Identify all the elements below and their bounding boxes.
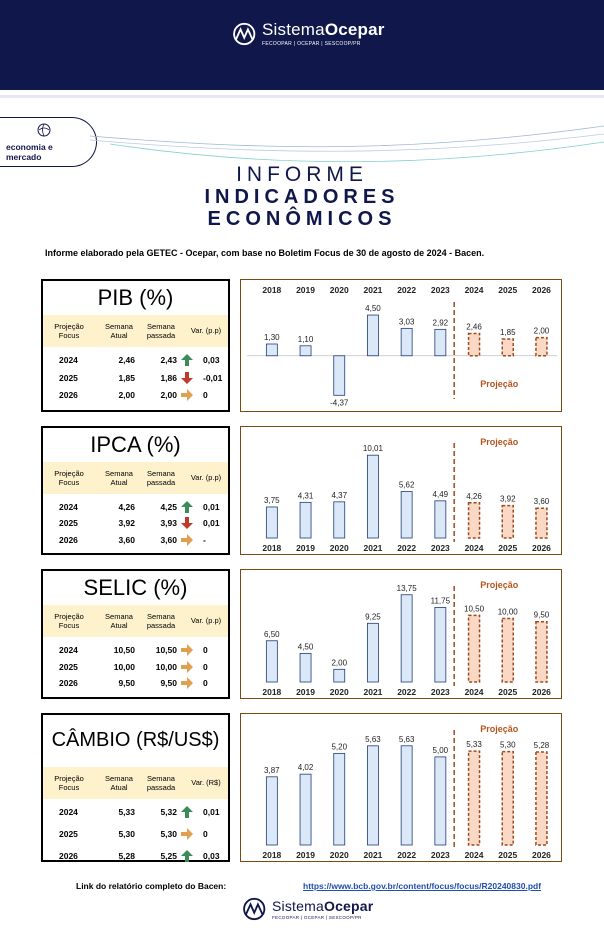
row-previous: 5,25 [160, 851, 177, 861]
row-current: 2,00 [118, 390, 135, 401]
year-tick-label: 2024 [464, 285, 484, 295]
bar [300, 346, 311, 356]
projected-bar [502, 752, 513, 845]
header-cell [141, 469, 181, 487]
projection-label: Projeção [480, 437, 519, 447]
table-row [43, 390, 228, 404]
year-tick-label: 2021 [363, 850, 383, 860]
arrow-right-icon [181, 661, 193, 673]
header-cell-var: Var. (p.p) [190, 616, 222, 625]
data-label: 10,00 [497, 607, 518, 617]
row-current: 10,50 [113, 645, 135, 655]
header-line: Focus [58, 478, 80, 487]
header-line: Semana [147, 469, 175, 478]
header-cell [141, 774, 181, 792]
year-tick-label: 2025 [498, 543, 518, 553]
table-row [43, 829, 228, 843]
footer-link-label: Link do relatório completo do Bacen: [76, 881, 227, 891]
header-line: Semana [105, 322, 133, 331]
report-title-line1: INFORME [236, 163, 368, 186]
year-tick-label: 2018 [262, 543, 282, 553]
row-variation: 0,01 [203, 502, 220, 512]
bar [266, 641, 277, 682]
data-label: 5,00 [432, 745, 449, 755]
row-current: 10,00 [113, 661, 135, 672]
row-current: 3,92 [118, 518, 135, 529]
arrow-right-icon [181, 828, 193, 840]
row-year: 2026 [59, 534, 78, 545]
table-row [43, 678, 228, 692]
data-label: 11,75 [430, 596, 451, 606]
arrow-right-icon [181, 644, 193, 656]
data-label: 13,75 [396, 583, 417, 593]
header-cell [45, 322, 93, 340]
data-label: 3,60 [533, 497, 550, 507]
arrow-up-icon [181, 806, 193, 818]
row-year: 2025 [59, 829, 78, 839]
data-label: 9,50 [533, 610, 550, 620]
header-cell [97, 612, 141, 630]
header-cell-var: Var. (R$) [191, 778, 221, 787]
year-tick-label: 2020 [329, 543, 349, 553]
row-variation: 0 [203, 390, 208, 401]
row-variation: 0 [203, 645, 208, 655]
bar [401, 328, 412, 355]
row-variation: 0,01 [203, 807, 220, 817]
table-row [43, 518, 228, 532]
header-line: Projeção [54, 774, 84, 783]
data-label: 5,28 [533, 740, 550, 750]
arrow-down-icon [181, 372, 193, 384]
projected-bar [536, 508, 547, 538]
divider [0, 95, 604, 98]
projected-bar [536, 752, 547, 845]
row-variation: 0,03 [203, 851, 220, 861]
data-label: -4,37 [330, 398, 349, 408]
header-line: passada [146, 331, 176, 340]
table-row [43, 662, 228, 676]
bar [367, 455, 378, 538]
header-cell [45, 469, 93, 487]
ocepar-logo-icon [242, 897, 272, 921]
pib-table-header [43, 315, 228, 347]
data-label: 4,50 [297, 642, 314, 652]
header-cell [141, 322, 181, 340]
tag-label: economia e mercado [6, 142, 53, 162]
arrow-right-icon [181, 677, 193, 689]
data-label: 2,00 [533, 326, 550, 336]
row-previous: 2,43 [160, 355, 177, 365]
pib-chart-svg [241, 280, 563, 413]
year-tick-label: 2018 [262, 850, 282, 860]
selic-title: SELIC (%) [83, 575, 188, 600]
header-cell [45, 774, 93, 792]
data-label: 4,50 [365, 304, 381, 314]
row-year: 2026 [59, 851, 78, 861]
header-cell [97, 774, 141, 792]
bacen-report-link[interactable]: https://www.bcb.gov.br/content/focus/focus/R20240830.pdf [303, 881, 542, 891]
year-tick-label: 2020 [329, 285, 349, 295]
projected-bar [469, 615, 480, 682]
year-tick-label: 2018 [262, 687, 282, 697]
header-line: Atual [110, 783, 128, 792]
bar [435, 501, 446, 538]
year-tick-label: 2019 [296, 285, 316, 295]
bar [401, 746, 412, 845]
year-tick-label: 2019 [296, 687, 316, 697]
header-cell [97, 469, 141, 487]
year-tick-label: 2019 [296, 850, 316, 860]
selic-chart-svg [241, 570, 563, 700]
table-row [43, 355, 228, 369]
year-tick-label: 2019 [296, 543, 316, 553]
row-variation: 0 [203, 829, 208, 839]
data-label: 5,33 [466, 740, 482, 750]
data-label: 3,92 [499, 494, 516, 504]
row-year: 2024 [59, 645, 78, 655]
cambio-chart [240, 713, 562, 862]
footer-logo-subtitle: FECOOPAR | OCEPAR | SESCOOP/PR [272, 915, 362, 920]
pib-chart [240, 279, 562, 412]
row-previous: 1,86 [160, 372, 177, 383]
row-current: 4,26 [118, 502, 135, 512]
bar [367, 315, 378, 356]
selic-table-header [43, 605, 228, 637]
logo-brand: SistemaOcepar [262, 20, 385, 39]
year-tick-label: 2021 [363, 543, 383, 553]
bar [367, 746, 378, 845]
data-label: 4,26 [466, 491, 482, 501]
bar [334, 502, 345, 538]
row-current: 1,85 [118, 372, 135, 383]
data-label: 3,03 [398, 317, 415, 327]
header-cell [97, 322, 141, 340]
data-label: 1,10 [297, 334, 314, 344]
year-tick-label: 2022 [397, 687, 417, 697]
year-tick-label: 2024 [464, 687, 484, 697]
data-label: 5,63 [398, 734, 415, 744]
projection-label: Projeção [480, 724, 519, 734]
table-row [43, 851, 228, 865]
bar [266, 777, 277, 845]
data-label: 2,00 [331, 658, 348, 668]
data-label: 2,46 [466, 322, 482, 332]
data-label: 1,85 [499, 328, 516, 338]
ipca-title: IPCA (%) [90, 432, 181, 457]
bar [367, 623, 378, 682]
row-year: 2024 [59, 355, 78, 365]
data-label: 4,49 [432, 489, 449, 499]
year-tick-label: 2020 [329, 687, 349, 697]
table-row [43, 373, 228, 387]
header-line: Projeção [54, 322, 84, 331]
header-cell-var: Var. (p.p) [190, 473, 222, 482]
header-line: Focus [58, 783, 80, 792]
ipca-table-header [43, 462, 228, 494]
year-tick-label: 2025 [498, 285, 518, 295]
year-tick-label: 2018 [262, 285, 282, 295]
bar [401, 595, 412, 682]
cambio-chart-svg [241, 714, 563, 863]
intro-text: Informe elaborado pela GETEC - Ocepar, com base no Boletim Focus de 30 de agosto de 2024 - Bacen. [45, 248, 485, 258]
table-row [43, 645, 228, 659]
projected-bar [469, 503, 480, 538]
year-tick-label: 2021 [363, 687, 383, 697]
bar [266, 507, 277, 538]
row-variation: 0,01 [203, 518, 220, 529]
globe-hand-icon [36, 122, 54, 138]
row-variation: - [203, 534, 206, 545]
data-label: 5,30 [499, 740, 516, 750]
table-row [43, 502, 228, 516]
projected-bar [502, 506, 513, 538]
header-line: Semana [147, 774, 175, 783]
bar [334, 669, 345, 682]
data-label: 10,50 [464, 604, 485, 614]
year-tick-label: 2023 [430, 687, 450, 697]
footer-logo-brand: SistemaOcepar [272, 898, 374, 914]
header-line: Semana [105, 469, 133, 478]
bar [435, 757, 446, 845]
data-label: 6,50 [264, 629, 280, 639]
pib-title: PIB (%) [97, 285, 174, 310]
row-year: 2026 [59, 678, 78, 689]
row-previous: 3,60 [160, 534, 177, 545]
row-previous: 9,50 [160, 678, 177, 689]
selic-table [41, 569, 230, 699]
ipca-chart-svg [241, 427, 563, 556]
bar [435, 329, 446, 355]
year-tick-label: 2026 [531, 285, 551, 295]
row-previous: 2,00 [160, 390, 177, 401]
data-label: 2,92 [432, 318, 449, 328]
header-cell [141, 612, 181, 630]
row-current: 2,46 [118, 355, 135, 365]
header-line: Atual [110, 478, 128, 487]
header-line: Semana [105, 774, 133, 783]
data-label: 5,20 [331, 742, 348, 752]
arrow-right-icon [181, 534, 193, 546]
projected-bar [469, 334, 480, 356]
header-line: Projeção [54, 469, 84, 478]
ocepar-logo-icon [232, 22, 262, 46]
projected-bar [469, 751, 480, 845]
bar [435, 607, 446, 682]
year-tick-label: 2025 [498, 687, 518, 697]
year-tick-label: 2023 [430, 543, 450, 553]
header-line: Atual [110, 331, 128, 340]
row-previous: 10,00 [155, 661, 177, 672]
header-line: Semana [147, 612, 175, 621]
row-previous: 4,25 [160, 502, 177, 512]
data-label: 4,37 [331, 490, 348, 500]
header-line: passada [146, 621, 176, 630]
year-tick-label: 2023 [430, 850, 450, 860]
table-row [43, 807, 228, 821]
year-tick-label: 2020 [329, 850, 349, 860]
row-previous: 5,30 [160, 829, 177, 839]
bar [401, 492, 412, 538]
cambio-table-header [43, 767, 228, 799]
row-current: 3,60 [118, 534, 135, 545]
report-title-line2: INDICADORES ECONÔMICOS [204, 186, 400, 230]
year-tick-label: 2026 [531, 543, 551, 553]
year-tick-label: 2024 [464, 543, 484, 553]
data-label: 1,30 [264, 333, 280, 342]
arrow-up-icon [181, 501, 193, 513]
header-line: Atual [110, 621, 128, 630]
data-label: 9,25 [365, 612, 381, 622]
projection-label: Projeção [480, 379, 519, 389]
cambio-title: CÂMBIO (R$/US$) [51, 729, 220, 751]
economia-mercado-tag [0, 117, 97, 167]
row-current: 5,30 [118, 829, 135, 839]
row-variation: 0 [203, 661, 208, 672]
data-label: 4,31 [297, 491, 314, 501]
header-line: Focus [58, 331, 80, 340]
selic-chart [240, 569, 562, 699]
year-tick-label: 2021 [363, 285, 383, 295]
year-tick-label: 2022 [397, 850, 417, 860]
row-variation: -0,01 [203, 372, 223, 383]
bar [334, 356, 345, 396]
bar [266, 344, 277, 356]
data-label: 4,02 [297, 763, 314, 773]
header-cell [45, 612, 93, 630]
data-label: 10,01 [362, 444, 383, 454]
year-tick-label: 2022 [397, 285, 417, 295]
header-line: Semana [105, 612, 133, 621]
year-tick-label: 2026 [531, 850, 551, 860]
data-label: 3,75 [264, 495, 280, 505]
bar [300, 653, 311, 682]
bar [300, 774, 311, 845]
row-previous: 3,93 [160, 518, 177, 529]
row-year: 2025 [59, 661, 78, 672]
ipca-table [41, 426, 230, 555]
projected-bar [536, 338, 547, 356]
logo-subtitle: FECOOPAR | OCEPAR | SESCOOP/PR [262, 41, 361, 47]
year-tick-label: 2024 [464, 850, 484, 860]
header-line: passada [146, 478, 176, 487]
projected-bar [502, 619, 513, 682]
row-previous: 5,32 [160, 807, 177, 817]
data-label: 5,62 [398, 480, 415, 490]
ipca-chart [240, 426, 562, 555]
row-year: 2024 [59, 502, 78, 512]
header-line: passada [146, 783, 176, 792]
header-line: Projeção [54, 612, 84, 621]
projected-bar [536, 622, 547, 682]
row-current: 5,28 [118, 851, 135, 861]
footer-logo [242, 897, 373, 921]
year-tick-label: 2023 [430, 285, 450, 295]
projection-label: Projeção [480, 580, 519, 590]
arrow-up-icon [181, 354, 193, 366]
header-cell-var: Var. (p.p) [190, 326, 222, 335]
data-label: 5,63 [365, 734, 381, 744]
projected-bar [502, 339, 513, 356]
row-current: 5,33 [118, 807, 135, 817]
bar [334, 753, 345, 845]
header-line: Focus [58, 621, 80, 630]
row-year: 2024 [59, 807, 78, 817]
sistema-ocepar-logo [232, 20, 385, 47]
row-year: 2026 [59, 390, 78, 401]
table-row [43, 535, 228, 549]
arrow-down-icon [181, 517, 193, 529]
arrow-right-icon [181, 389, 193, 401]
row-variation: 0,03 [203, 355, 220, 365]
pib-table [41, 279, 230, 412]
header-banner [0, 0, 604, 90]
row-year: 2025 [59, 518, 78, 529]
bar [300, 502, 311, 538]
year-tick-label: 2025 [498, 850, 518, 860]
data-label: 3,87 [264, 765, 280, 775]
header-line: Semana [147, 322, 175, 331]
year-tick-label: 2026 [531, 687, 551, 697]
row-year: 2025 [59, 372, 78, 383]
cambio-table [41, 713, 230, 862]
row-current: 9,50 [118, 678, 135, 689]
arrow-up-icon [181, 850, 193, 862]
row-previous: 10,50 [155, 645, 177, 655]
year-tick-label: 2022 [397, 543, 417, 553]
row-variation: 0 [203, 678, 208, 689]
